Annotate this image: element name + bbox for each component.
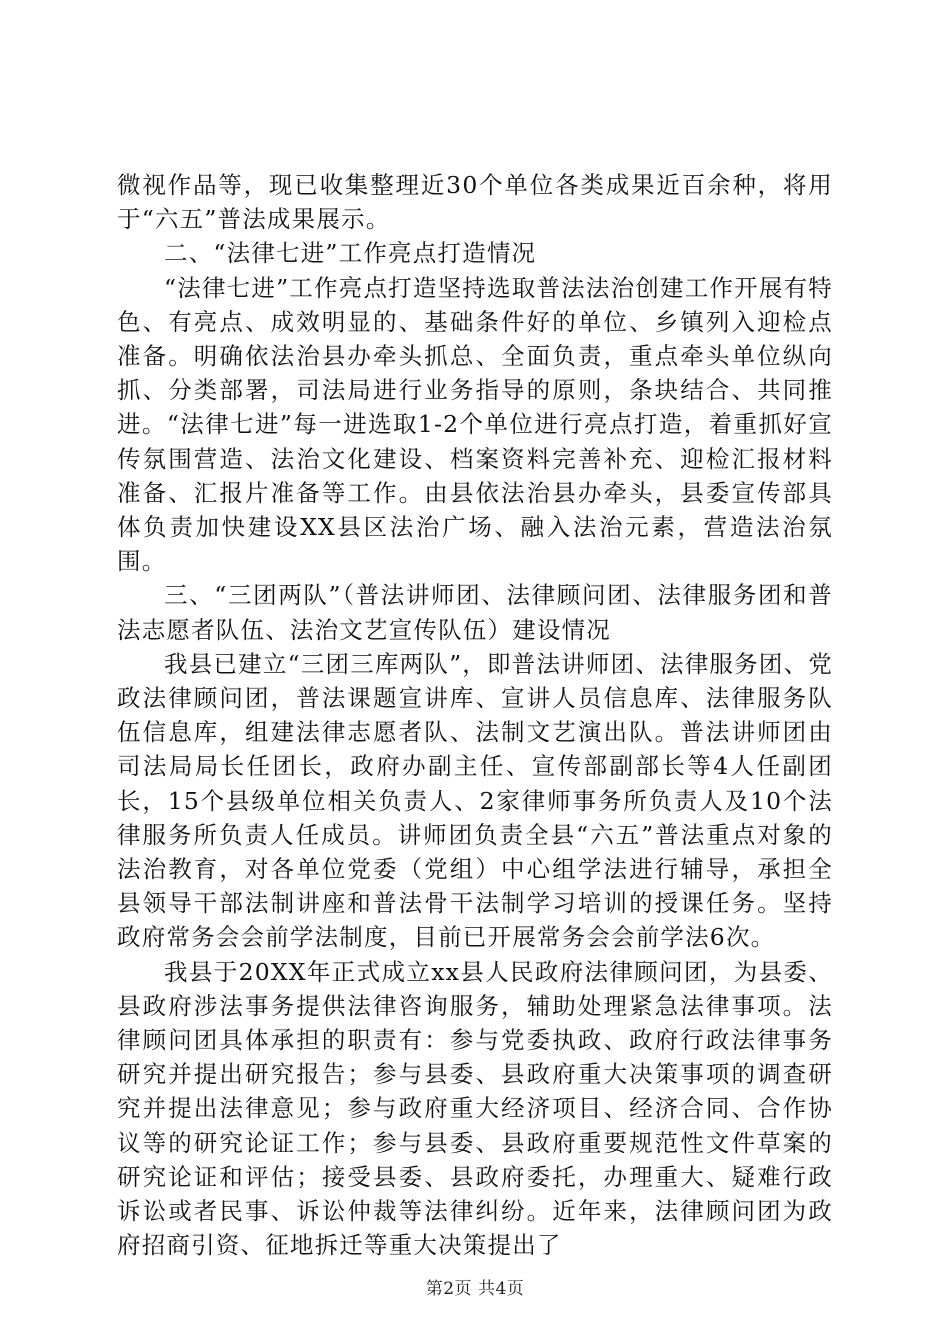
paragraph: “法律七进”工作亮点打造坚持选取普法法治创建工作开展有特色、有亮点、成效明显的、基础条件好的单位、乡镇列入迎检点准备。明确依法治县办牵头抓总、全面负责，重点牵头单位纵向抓、分类部署，司法局进行业务指导的原则，条块结合、共同推进。“法律七进”每一进选取1-2个单位进行亮点打造，着重抓好宣传氛围营造、法治文化建设、档案资料完善补充、迎检汇报材料准备、汇报片准备等工作。由县依法治县办牵头，县委宣传部具体负责加快建设XX县区法治广场、融入法治元素，营造法治氛围。 bbox=[117, 273, 833, 576]
section-heading: 三、“三团两队”（普法讲师团、法律顾问团、法律服务团和普法志愿者队伍、法治文艺宣传队伍）建设情况 bbox=[117, 581, 833, 644]
paragraph: 微视作品等，现已收集整理近30个单位各类成果近百余种，将用于“六五”普法成果展示。 bbox=[117, 171, 833, 234]
page-number: 第2页 共4页 bbox=[425, 1279, 525, 1299]
paragraph: 我县于20XX年正式成立xx县人民政府法律顾问团，为县委、县政府涉法事务提供法律咨询服务，辅助处理紧急法律事项。法律顾问团具体承担的职责有：参与党委执政、政府行政法律事务研究并提出研究报告；参与县委、县政府重大决策事项的调查研究并提出法律意见；参与政府重大经济项目、经济合同、合作协议等的研究论证工作；参与县委、县政府重要规范性文件草案的研究论证和评估；接受县委、县政府委托，办理重大、疑难行政诉讼或者民事、诉讼仲裁等法律纠纷。近年来，法律顾问团为政府招商引资、征地拆迁等重大决策提出了 bbox=[117, 957, 833, 1260]
document-body bbox=[117, 168, 833, 1263]
section-heading: 二、“法律七进”工作亮点打造情况 bbox=[164, 239, 537, 268]
page-footer bbox=[0, 1278, 950, 1300]
paragraph: 我县已建立“三团三库两队”，即普法讲师团、法律服务团、党政法律顾问团，普法课题宣讲库、宣讲人员信息库、法律服务队伍信息库，组建法律志愿者队、法制文艺演出队。普法讲师团由司法局局长任团长，政府办副主任、宣传部副部长等4人任副团长，15个县级单位相关负责人、2家律师事务所负责人及10个法律服务所负责人任成员。讲师团负责全县“六五”普法重点对象的法治教育，对各单位党委（党组）中心组学法进行辅导，承担全县领导干部法制讲座和普法骨干法制学习培训的授课任务。坚持政府常务会会前学法制度，目前已开展常务会会前学法6次。 bbox=[117, 649, 833, 952]
